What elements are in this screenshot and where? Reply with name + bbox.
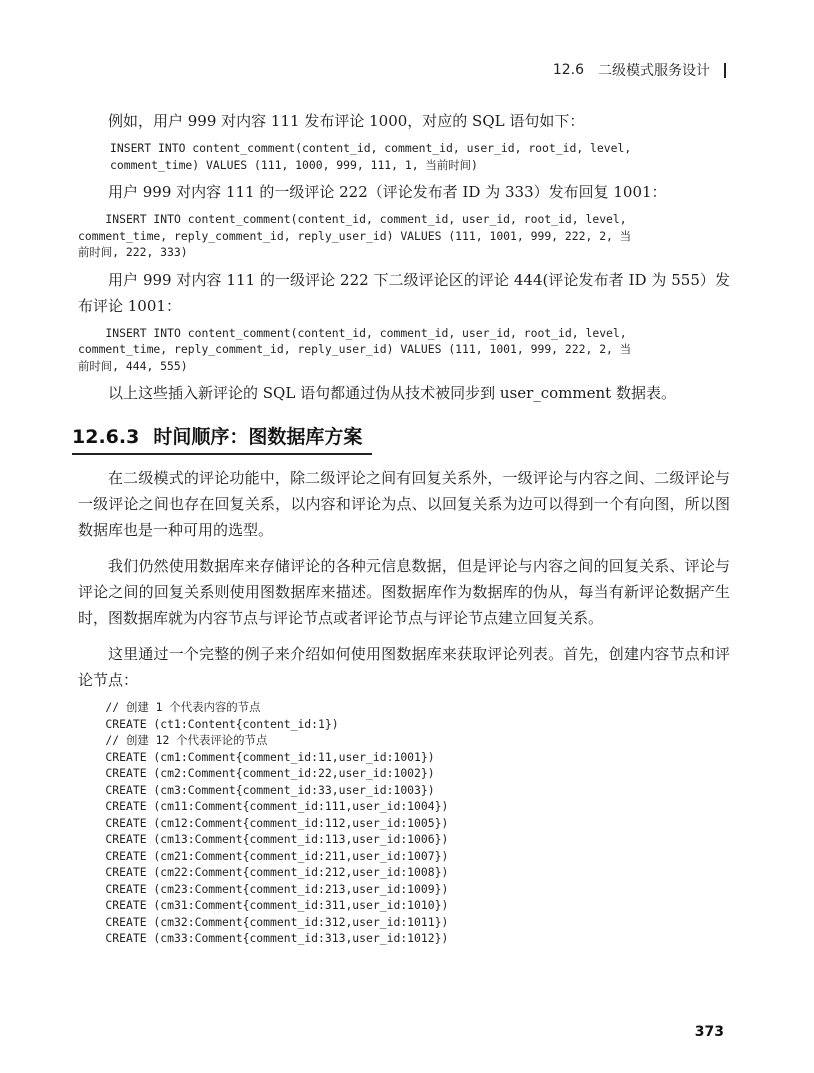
- header-section-number: 12.6: [552, 62, 584, 78]
- code-block-3: INSERT INTO content_comment(content_id, comment_id, user_id, root_id, level, comment_time, reply_comment_id, reply_user_id) VALUES (111, 1001, 999, 222, 2, 当 前时间, 444, 555): [78, 325, 632, 373]
- page-number: 373: [694, 1024, 724, 1040]
- code-block-1-text: INSERT INTO content_comment(content_id, comment_id, user_id, root_id, level, comment_time) VALUES (111, 1000, 999, 111, 1, 当前时间): [110, 141, 632, 172]
- paragraph-3: 用户 999 对内容 111 的一级评论 222 下二级评论区的评论 444(评论发布者 ID 为 555）发布评论 1001：: [78, 270, 730, 315]
- section-heading-number: 12.6.3: [72, 426, 140, 448]
- paragraph-7: 这里通过一个完整的例子来介绍如何使用图数据库来获取评论列表。首先，创建内容节点和评论节点：: [78, 645, 730, 689]
- header-divider-bar: [724, 63, 726, 78]
- header-section-title: 二级模式服务设计: [598, 63, 710, 79]
- paragraph-2: 用户 999 对内容 111 的一级评论 222（评论发布者 ID 为 333）发布回复 1001：: [108, 183, 667, 201]
- page-body: [72, 108, 730, 947]
- code-block-4: // 创建 1 个代表内容的节点 CREATE (ct1:Content{content_id:1}) // 创建 12 个代表评论的节点 CREATE (cm1:Comment{comment_id:11,user_id:1001}) CREATE (cm2:Comment{comment_id:22,user_id:1002}) CREATE (cm3:Comment{comment_id:33,user_id:1003}) CREATE (cm11:Comment{comment_id:111,user_id:1004}) CREATE (cm12:Comment{comment_id:112,user_id:1005}) CREATE (cm13:Comment{comment_id:113,user_id:1006}) CREATE (cm21:Comment{comment_id:211,user_id:1007}) CREATE (cm22:Comment{comment_id:212,user_id:1008}) CREATE (cm23:Comment{comment_id:213,user_id:1009}) CREATE (cm31:Comment{comment_id:311,user_id:1010}) CREATE (cm32:Comment{comment_id:312,user_id:1011}) CREATE (cm33:Comment{comment_id:313,user_id:1012}): [105, 700, 449, 945]
- paragraph-6: 我们仍然使用数据库来存储评论的各种元信息数据，但是评论与内容之间的回复关系、评论与评论之间的回复关系则使用图数据库来描述。图数据库作为数据库的伪从，每当有新评论数据产生时，图数据库就为内容节点与评论节点或者评论节点与评论节点建立回复关系。: [78, 557, 730, 627]
- section-heading-title: 时间顺序：图数据库方案: [153, 426, 363, 448]
- running-header: [553, 60, 726, 80]
- code-block-1: [78, 140, 730, 173]
- paragraph-5: 在二级模式的评论功能中，除二级评论之间有回复关系外，一级评论与内容之间、二级评论与一级评论之间也存在回复关系，以内容和评论为点、以回复关系为边可以得到一个有向图，所以图数据库也是一种可用的选型。: [78, 469, 730, 539]
- code-block-2: INSERT INTO content_comment(content_id, comment_id, user_id, root_id, level, comment_time, reply_comment_id, reply_user_id) VALUES (111, 1001, 999, 222, 2, 当 前时间, 222, 333): [78, 212, 632, 259]
- paragraph-1: 例如，用户 999 对内容 111 发布评论 1000，对应的 SQL 语句如下：: [108, 112, 585, 130]
- section-heading: [72, 422, 372, 455]
- paragraph-4: 以上这些插入新评论的 SQL 语句都通过伪从技术被同步到 user_comment 数据表。: [108, 384, 676, 402]
